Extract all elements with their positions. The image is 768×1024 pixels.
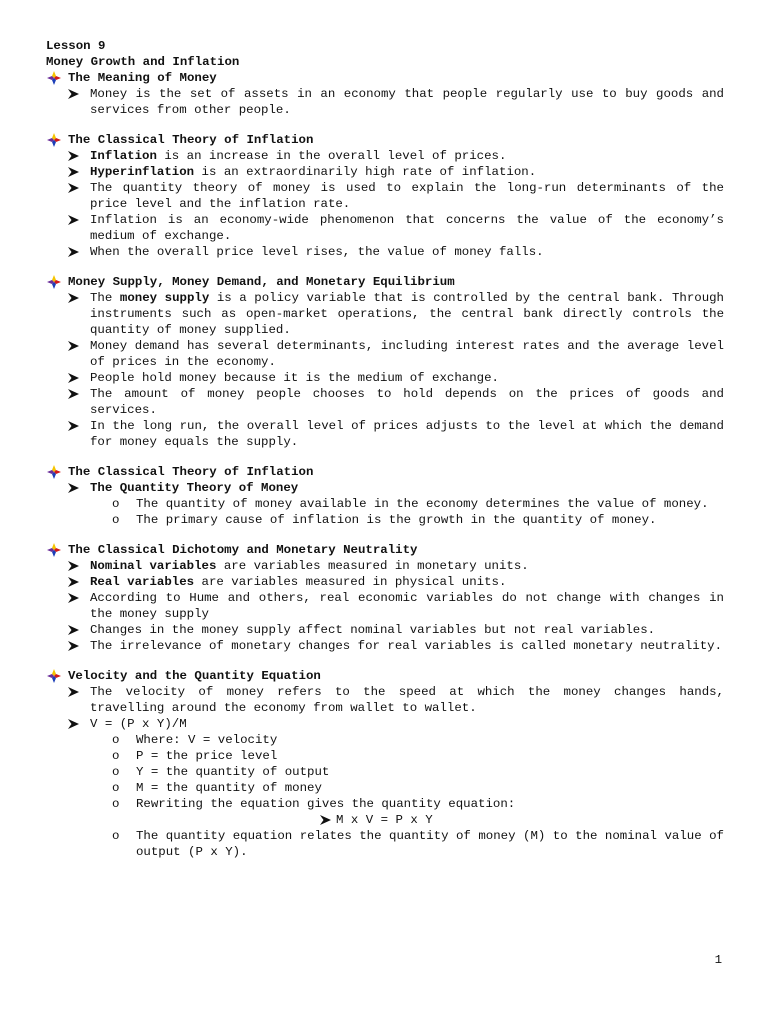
hollow-circle-icon: o bbox=[112, 797, 120, 811]
arrowhead-icon bbox=[68, 89, 79, 99]
bullet-item bbox=[46, 622, 724, 638]
arrowhead-icon bbox=[320, 815, 331, 825]
item-text: The primary cause of inflation is the growth in the quantity of money. bbox=[136, 513, 657, 527]
bold-term: Nominal variables bbox=[90, 559, 217, 573]
sub-bullet-item bbox=[46, 796, 724, 812]
arrowhead-icon bbox=[68, 593, 79, 603]
bullet-item bbox=[46, 480, 724, 496]
item-text: Money is the set of assets in an economy that people regularly use to buy goods and services from other people. bbox=[90, 87, 724, 117]
item-text: The quantity of money available in the economy determines the value of money. bbox=[136, 497, 709, 511]
section-heading bbox=[46, 668, 724, 684]
bullet-item bbox=[46, 86, 724, 118]
hollow-circle-icon: o bbox=[112, 497, 120, 511]
four-color-diamond-icon bbox=[47, 133, 61, 147]
hollow-circle-icon: o bbox=[112, 829, 120, 843]
item-text: is an increase in the overall level of prices. bbox=[156, 149, 507, 163]
item-text: is a policy variable that is controlled by the central bank. Through instruments such as open-market operations, the central bank directly controls the quantity of money supplied. bbox=[90, 291, 724, 337]
bullet-item bbox=[46, 148, 724, 164]
bullet-item bbox=[46, 212, 724, 244]
bullet-item bbox=[46, 684, 724, 716]
bullet-item bbox=[46, 716, 724, 732]
item-text: In the long run, the overall level of prices adjusts to the level at which the demand for money equals the supply. bbox=[90, 419, 724, 449]
item-text: According to Hume and others, real economic variables do not change with changes in the money supply bbox=[90, 591, 724, 621]
item-text: The bbox=[90, 291, 120, 305]
section-heading-text: The Meaning of Money bbox=[68, 71, 217, 85]
arrowhead-icon bbox=[68, 373, 79, 383]
arrowhead-icon bbox=[68, 183, 79, 193]
sub-bullet-item bbox=[46, 780, 724, 796]
four-color-diamond-icon bbox=[47, 275, 61, 289]
arrowhead-icon bbox=[68, 151, 79, 161]
item-text: Money demand has several determinants, including interest rates and the average level of prices in the economy. bbox=[90, 339, 724, 369]
arrowhead-icon bbox=[68, 293, 79, 303]
section bbox=[46, 668, 724, 860]
section-heading-text: Velocity and the Quantity Equation bbox=[68, 669, 321, 683]
item-text: V = (P x Y)/M bbox=[90, 717, 187, 731]
item-text: Changes in the money supply affect nominal variables but not real variables. bbox=[90, 623, 656, 637]
bullet-item bbox=[46, 418, 724, 450]
sub-bullet-item bbox=[46, 496, 724, 512]
item-text: P = the price level bbox=[136, 749, 278, 763]
bullet-item bbox=[46, 180, 724, 212]
arrowhead-icon bbox=[68, 577, 79, 587]
bullet-item bbox=[46, 244, 724, 260]
bullet-item bbox=[46, 338, 724, 370]
section bbox=[46, 542, 724, 654]
arrowhead-icon bbox=[68, 421, 79, 431]
item-text: The quantity theory of money is used to explain the long-run determinants of the price level and the inflation rate. bbox=[90, 181, 724, 211]
arrowhead-icon bbox=[68, 167, 79, 177]
equation-bullet-item bbox=[46, 812, 724, 828]
section-heading bbox=[46, 464, 724, 480]
bullet-item bbox=[46, 290, 724, 338]
section-heading-text: The Classical Theory of Inflation bbox=[68, 133, 314, 147]
section-heading bbox=[46, 132, 724, 148]
hollow-circle-icon: o bbox=[112, 513, 120, 527]
arrowhead-icon bbox=[68, 641, 79, 651]
four-color-diamond-icon bbox=[47, 71, 61, 85]
hollow-circle-icon: o bbox=[112, 765, 120, 779]
item-text: The velocity of money refers to the speed at which the money changes hands, travelling around the economy from wallet to wallet. bbox=[90, 685, 724, 715]
item-text: The quantity equation relates the quantity of money (M) to the nominal value of output (P x Y). bbox=[136, 829, 724, 859]
item-text: The amount of money people chooses to hold depends on the prices of goods and services. bbox=[90, 387, 724, 417]
item-text: are variables measured in physical units. bbox=[194, 575, 507, 589]
bold-term: The Quantity Theory of Money bbox=[90, 481, 299, 495]
arrowhead-icon bbox=[68, 687, 79, 697]
section-heading-text: The Classical Dichotomy and Monetary Neutrality bbox=[68, 543, 418, 557]
sub-bullet-item bbox=[46, 732, 724, 748]
bullet-item bbox=[46, 370, 724, 386]
bullet-item bbox=[46, 638, 724, 654]
item-text: People hold money because it is the medium of exchange. bbox=[90, 371, 499, 385]
sections-container bbox=[46, 70, 724, 860]
section-heading bbox=[46, 274, 724, 290]
section-heading bbox=[46, 542, 724, 558]
arrowhead-icon bbox=[68, 389, 79, 399]
section-heading-text: The Classical Theory of Inflation bbox=[68, 465, 314, 479]
sub-bullet-item bbox=[46, 512, 724, 528]
section bbox=[46, 274, 724, 450]
sub-bullet-item bbox=[46, 764, 724, 780]
sub-bullet-item bbox=[46, 748, 724, 764]
sub-bullet-item bbox=[46, 828, 724, 860]
section bbox=[46, 464, 724, 528]
item-text: M x V = P x Y bbox=[336, 813, 433, 827]
section bbox=[46, 132, 724, 260]
bullet-item bbox=[46, 164, 724, 180]
item-text: M = the quantity of money bbox=[136, 781, 322, 795]
hollow-circle-icon: o bbox=[112, 781, 120, 795]
arrowhead-icon bbox=[68, 719, 79, 729]
hollow-circle-icon: o bbox=[112, 733, 120, 747]
arrowhead-icon bbox=[68, 625, 79, 635]
bullet-item bbox=[46, 590, 724, 622]
bold-term: Inflation bbox=[90, 149, 157, 163]
section bbox=[46, 70, 724, 118]
section-heading bbox=[46, 70, 724, 86]
four-color-diamond-icon bbox=[47, 465, 61, 479]
bullet-item bbox=[46, 574, 724, 590]
four-color-diamond-icon bbox=[47, 543, 61, 557]
item-text: are variables measured in monetary units. bbox=[216, 559, 529, 573]
hollow-circle-icon: o bbox=[112, 749, 120, 763]
lesson-title: Money Growth and Inflation bbox=[46, 55, 240, 69]
item-text: The irrelevance of monetary changes for real variables is called monetary neutrality. bbox=[90, 639, 723, 653]
lesson-number: Lesson 9 bbox=[46, 39, 106, 53]
item-text: When the overall price level rises, the value of money falls. bbox=[90, 245, 544, 259]
arrowhead-icon bbox=[68, 561, 79, 571]
bullet-item bbox=[46, 558, 724, 574]
item-text: Y = the quantity of output bbox=[136, 765, 330, 779]
four-color-diamond-icon bbox=[47, 669, 61, 683]
arrowhead-icon bbox=[68, 341, 79, 351]
arrowhead-icon bbox=[68, 483, 79, 493]
item-text: Where: V = velocity bbox=[136, 733, 278, 747]
item-text: Rewriting the equation gives the quantity equation: bbox=[136, 797, 516, 811]
bold-term: Hyperinflation bbox=[90, 165, 195, 179]
page-number: 1 bbox=[714, 953, 722, 967]
item-text: Inflation is an economy-wide phenomenon that concerns the value of the economy’s medium of exchange. bbox=[90, 213, 724, 243]
bold-term: Real variables bbox=[90, 575, 195, 589]
arrowhead-icon bbox=[68, 247, 79, 257]
section-heading-text: Money Supply, Money Demand, and Monetary Equilibrium bbox=[68, 275, 455, 289]
bullet-item bbox=[46, 386, 724, 418]
arrowhead-icon bbox=[68, 215, 79, 225]
bold-term: money supply bbox=[119, 291, 210, 305]
document-page bbox=[46, 38, 724, 860]
item-text: is an extraordinarily high rate of inflation. bbox=[194, 165, 537, 179]
